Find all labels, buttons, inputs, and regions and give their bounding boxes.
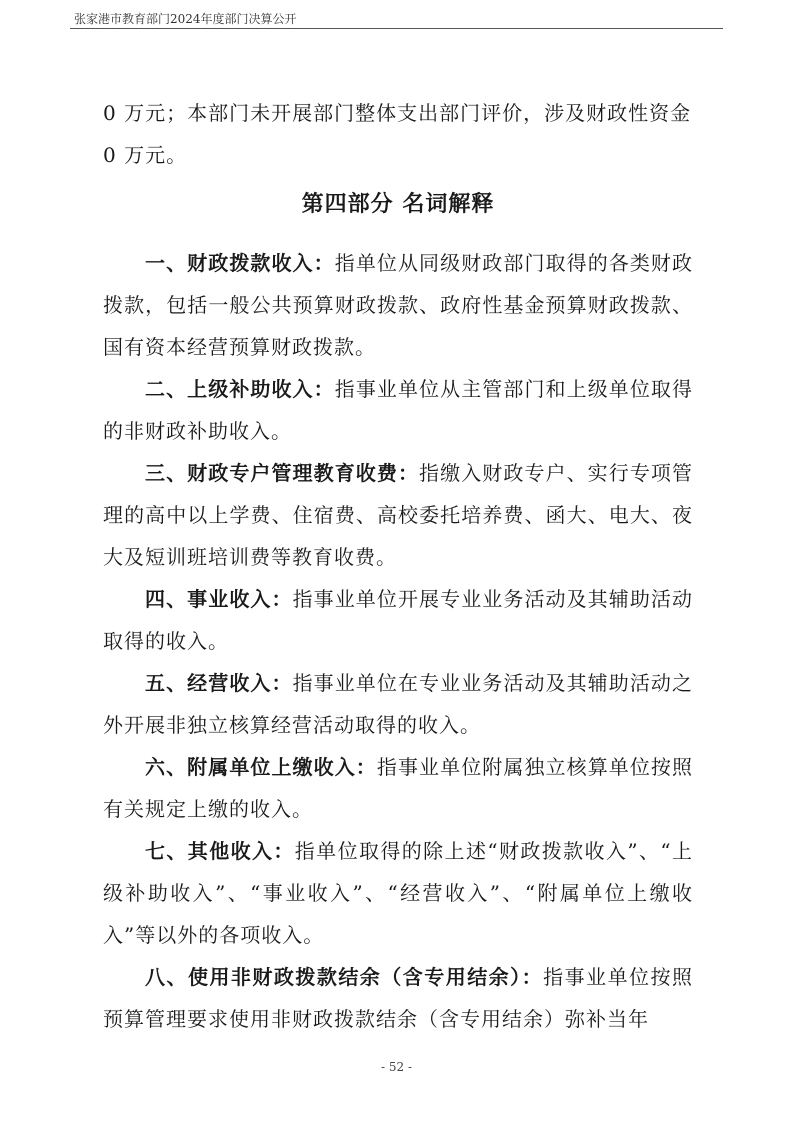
- definition-term: 五、经营收入：: [145, 671, 293, 695]
- definition-item: [103, 830, 693, 956]
- definition-item: [103, 578, 693, 662]
- definition-item: [103, 452, 693, 578]
- definition-text: 指事业单位从主管部门和上级单位取得的非财政补助收入。: [103, 377, 694, 443]
- definition-item: [103, 956, 693, 1040]
- section-title: 第四部分 名词解释: [301, 192, 495, 217]
- definition-text: 指单位取得的除上述“财政拨款收入”、“上级补助收入”、“事业收入”、“经营收入”、“附属单位上缴收入”等以外的各项收入。: [103, 839, 693, 947]
- definition-text: 指事业单位附属独立核算单位按照有关规定上缴的收入。: [103, 755, 694, 821]
- definition-text: 指事业单位开展专业业务活动及其辅助活动取得的收入。: [103, 587, 694, 653]
- running-header: 张家港市教育部门2024年度部门决算公开: [74, 12, 297, 26]
- definition-item: [103, 242, 693, 368]
- definition-text: 指事业单位按照预算管理要求使用非财政拨款结余（含专用结余）弥补当年: [103, 965, 694, 1031]
- definition-term: 四、事业收入：: [145, 587, 293, 611]
- intro-line-1: 0 万元；本部门未开展部门整体支出部门评价，涉及财政性资金: [103, 101, 692, 125]
- page-content: [103, 92, 693, 1040]
- page-number: - 52 -: [380, 1060, 412, 1074]
- definition-term: 三、财政专户管理教育收费：: [145, 461, 420, 485]
- definition-term: 六、附属单位上缴收入：: [145, 755, 377, 779]
- definition-term: 二、上级补助收入：: [145, 377, 335, 401]
- definition-item: [103, 746, 693, 830]
- definition-term: 七、其他收入：: [145, 839, 295, 863]
- definition-text: 指缴入财政专户、实行专项管理的高中以上学费、住宿费、高校委托培养费、函大、电大、夜大及短训班培训费等教育收费。: [103, 461, 694, 569]
- intro-line-2: 0 万元。: [103, 143, 188, 167]
- definition-term: 八、使用非财政拨款结余（含专用结余）：: [145, 965, 544, 989]
- definition-text: 指单位从同级财政部门取得的各类财政拨款，包括一般公共预算财政拨款、政府性基金预算财政拨款、国有资本经营预算财政拨款。: [103, 251, 694, 359]
- header-divider: [70, 28, 723, 29]
- definition-item: [103, 368, 693, 452]
- definition-item: [103, 662, 693, 746]
- definition-text: 指事业单位在专业业务活动及其辅助活动之外开展非独立核算经营活动取得的收入。: [103, 671, 694, 737]
- definition-term: 一、财政拨款收入：: [145, 251, 335, 275]
